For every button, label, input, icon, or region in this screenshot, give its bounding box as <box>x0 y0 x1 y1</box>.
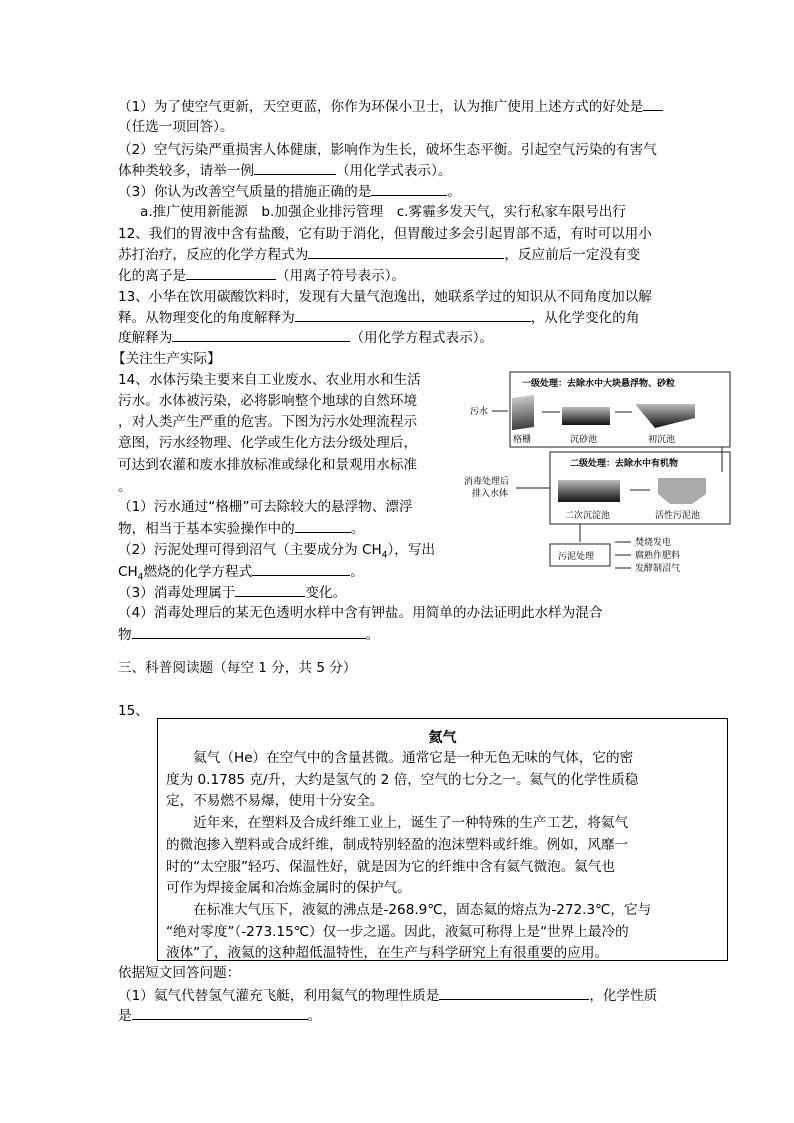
text: ，化学性质 <box>589 988 658 1004</box>
text: （2）污泥处理可得到沼气（主要成分为 CH <box>118 542 382 558</box>
passage-line: 氦气（He）在空气中的含量甚微。通常它是一种无色无味的气体，它的密 <box>166 750 634 766</box>
q14-sub4-cont <box>118 625 379 644</box>
text: CH <box>118 564 138 580</box>
stage2-label: 二级处理：去除水中有机物 <box>570 459 679 469</box>
passage-line: 液体”了，液氦的这种超低温特性，在生产与科学研究上有很重要的应用。 <box>166 945 609 961</box>
text: 化的离子是 <box>118 268 186 284</box>
answer-blank[interactable] <box>132 1006 308 1020</box>
answer-blank[interactable] <box>172 328 350 342</box>
answer-blank[interactable] <box>308 245 504 259</box>
grit-tank-icon <box>562 407 610 425</box>
text: 是 <box>118 1008 132 1024</box>
answer-blank[interactable] <box>132 625 366 639</box>
text: 。 <box>365 627 380 643</box>
sewage-treatment-diagram <box>464 362 725 592</box>
q13-line2 <box>118 308 639 327</box>
secondary-tank-icon <box>558 480 620 502</box>
q11-options: a.推广使用新能源 b.加强企业排污管理 c.雾霾多发天气，实行私家车限号出行 <box>140 204 626 220</box>
passage-line: 度为 0.1785 克/升，大约是氢气的 2 倍，空气的七分之一。氦气的化学性质稳 <box>166 772 639 788</box>
q14-line: 。 <box>118 479 132 495</box>
q14-sub1-cont <box>118 519 364 538</box>
passage-line: 的微泡掺入塑料或合成纤维，制成特别轻盈的泡沫塑料或纤维。例如，风靡一 <box>166 837 629 853</box>
text: 体种类较多，请举一例 <box>118 163 254 179</box>
activated-tank-icon <box>658 478 706 504</box>
sludge-label: 污泥处理 <box>558 552 595 562</box>
passage-title: 氦气 <box>428 730 457 746</box>
text: （用化学式表示）。 <box>335 163 452 179</box>
text: 物，相当于基本实验操作中的 <box>118 521 295 537</box>
text: ），写出 <box>387 542 436 558</box>
q14-line: 14、水体污染主要来自工业废水、农业用水和生活 <box>118 372 421 388</box>
q12-line2 <box>118 245 640 264</box>
q13-line1: 13、小华在饮用碳酸饮料时，发现有大量气泡逸出，她联系学过的知识从不同角度加以解 <box>118 289 652 305</box>
q11-part1-cont: （任选一项回答）。 <box>118 119 234 135</box>
answer-blank[interactable] <box>252 562 350 576</box>
text: ，从化学变化的角 <box>530 310 640 326</box>
subscript: 4 <box>137 572 144 583</box>
text: 。 <box>307 1008 322 1024</box>
q14-line: ，对人类产生严重的危害。下图为污水处理流程示 <box>118 414 418 430</box>
passage-line: 近年来，在塑料及合成纤维工业上，诞生了一种特殊的生产工艺，将氦气 <box>166 815 629 831</box>
passage-line: 时的“太空服”轻巧、保温性好，就是因为它的纤维中含有氦气微泡。氦气也 <box>166 859 616 875</box>
q14-sub1: （1）污水通过“格栅”可去除较大的悬浮物、漂浮 <box>118 499 413 515</box>
q13-line3 <box>118 328 493 347</box>
primary-tank-icon <box>635 404 695 428</box>
passage-line: 定，不易燃不易爆，使用十分安全。 <box>166 793 384 809</box>
q15-part1-cont <box>118 1006 321 1025</box>
text: 燃烧的化学方程式 <box>143 564 253 580</box>
activated-label: 活性污泥池 <box>655 511 701 521</box>
text: （3）消毒处理属于 <box>118 585 236 601</box>
q11-part1 <box>118 97 663 116</box>
primary-label: 初沉池 <box>648 435 676 445</box>
text: （用化学方程式表示）。 <box>350 330 494 346</box>
text: 。 <box>350 564 364 580</box>
use-label: 发酵制沼气 <box>635 564 681 574</box>
use-label: 腐熟作肥料 <box>635 551 681 561</box>
q14-line: 可达到农灌和废水排放标准或绿化和景观用水标准 <box>118 457 418 473</box>
passage-line: “绝对零度”（-273.15℃）仅一步之遥。因此，液氦可称得上是“世界上最冷的 <box>166 924 629 940</box>
use-label: 焚烧发电 <box>635 538 672 548</box>
q11-part2: （2）空气污染严重损害人体健康，影响作为生长，破坏生态平衡。引起空气污染的有害气 <box>118 142 657 158</box>
text: 。 <box>350 521 365 537</box>
text: （3）你认为改善空气质量的措施正确的是 <box>118 184 372 200</box>
subscript: 4 <box>381 550 388 561</box>
output-label: 消毒处理后 <box>464 477 510 487</box>
answer-blank[interactable] <box>371 182 447 196</box>
q14-line: 意图，污水经物理、化学或生化方法分级处理后， <box>118 435 418 451</box>
q14-sub4: （4）消毒处理后的某无色透明水样中含有钾盐。用简单的办法证明此水样为混合 <box>118 605 603 621</box>
grille-icon <box>512 395 534 430</box>
text: 物 <box>118 627 132 643</box>
answer-blank[interactable] <box>439 986 589 1000</box>
q12-line1: 12、我们的胃液中含有盐酸，它有助于消化，但胃酸过多会引起胃部不适，有时可以用小 <box>118 226 652 242</box>
text: 苏打治疗，反应的化学方程式为 <box>118 247 309 263</box>
text: 变化。 <box>305 585 347 601</box>
input-label: 污水 <box>470 407 489 417</box>
answer-blank[interactable] <box>186 266 276 280</box>
text: （1）为了使空气更新，天空更蓝，你作为环保小卫士，认为推广使用上述方式的好处是 <box>118 99 644 115</box>
q14-line: 污水。水体被污染，必将影响整个地球的自然环境 <box>118 393 418 409</box>
text: （1）氦气代替氢气灌充飞艇，利用氦气的物理性质是 <box>118 988 440 1004</box>
stage1-label: 一级处理：去除水中大块悬浮物、砂粒 <box>522 379 676 389</box>
answer-blank[interactable] <box>254 161 336 175</box>
section3-heading: 三、科普阅读题（每空 1 分，共 5 分） <box>118 660 357 676</box>
text: 释。从物理变化的角度解释为 <box>118 310 295 326</box>
q14-sub3 <box>118 583 346 602</box>
text: ，反应前后一定没有变 <box>504 247 641 263</box>
answer-blank[interactable] <box>235 583 305 597</box>
text: 度解释为 <box>118 330 173 346</box>
text: 。 <box>447 184 461 200</box>
grille-label: 格栅 <box>513 435 532 445</box>
answer-blank[interactable] <box>295 308 531 322</box>
text: （用离子符号表示）。 <box>275 268 406 284</box>
q15-part1 <box>118 986 657 1005</box>
q11-part3 <box>118 182 461 201</box>
q15-prompt: 依据短文回答问题： <box>118 965 241 981</box>
q15-number: 15、 <box>118 703 149 719</box>
answer-blank[interactable] <box>643 97 663 111</box>
passage-line: 在标准大气压下，液氦的沸点是-268.9℃，固态氦的熔点为-272.3℃，它与 <box>166 902 652 918</box>
reading-passage-box <box>157 718 728 961</box>
grit-label: 沉砂池 <box>570 435 598 445</box>
passage-line: 可作为焊接金属和冶炼金属时的保护气。 <box>166 880 411 896</box>
secondary-label: 二次沉淀池 <box>565 511 611 521</box>
answer-blank[interactable] <box>295 519 351 533</box>
arrows <box>615 542 631 568</box>
output-label-2: 排入水体 <box>472 489 509 499</box>
q11-part2-cont <box>118 161 451 180</box>
section-heading: 【关注生产实际】 <box>112 351 221 367</box>
q12-line3 <box>118 266 405 285</box>
